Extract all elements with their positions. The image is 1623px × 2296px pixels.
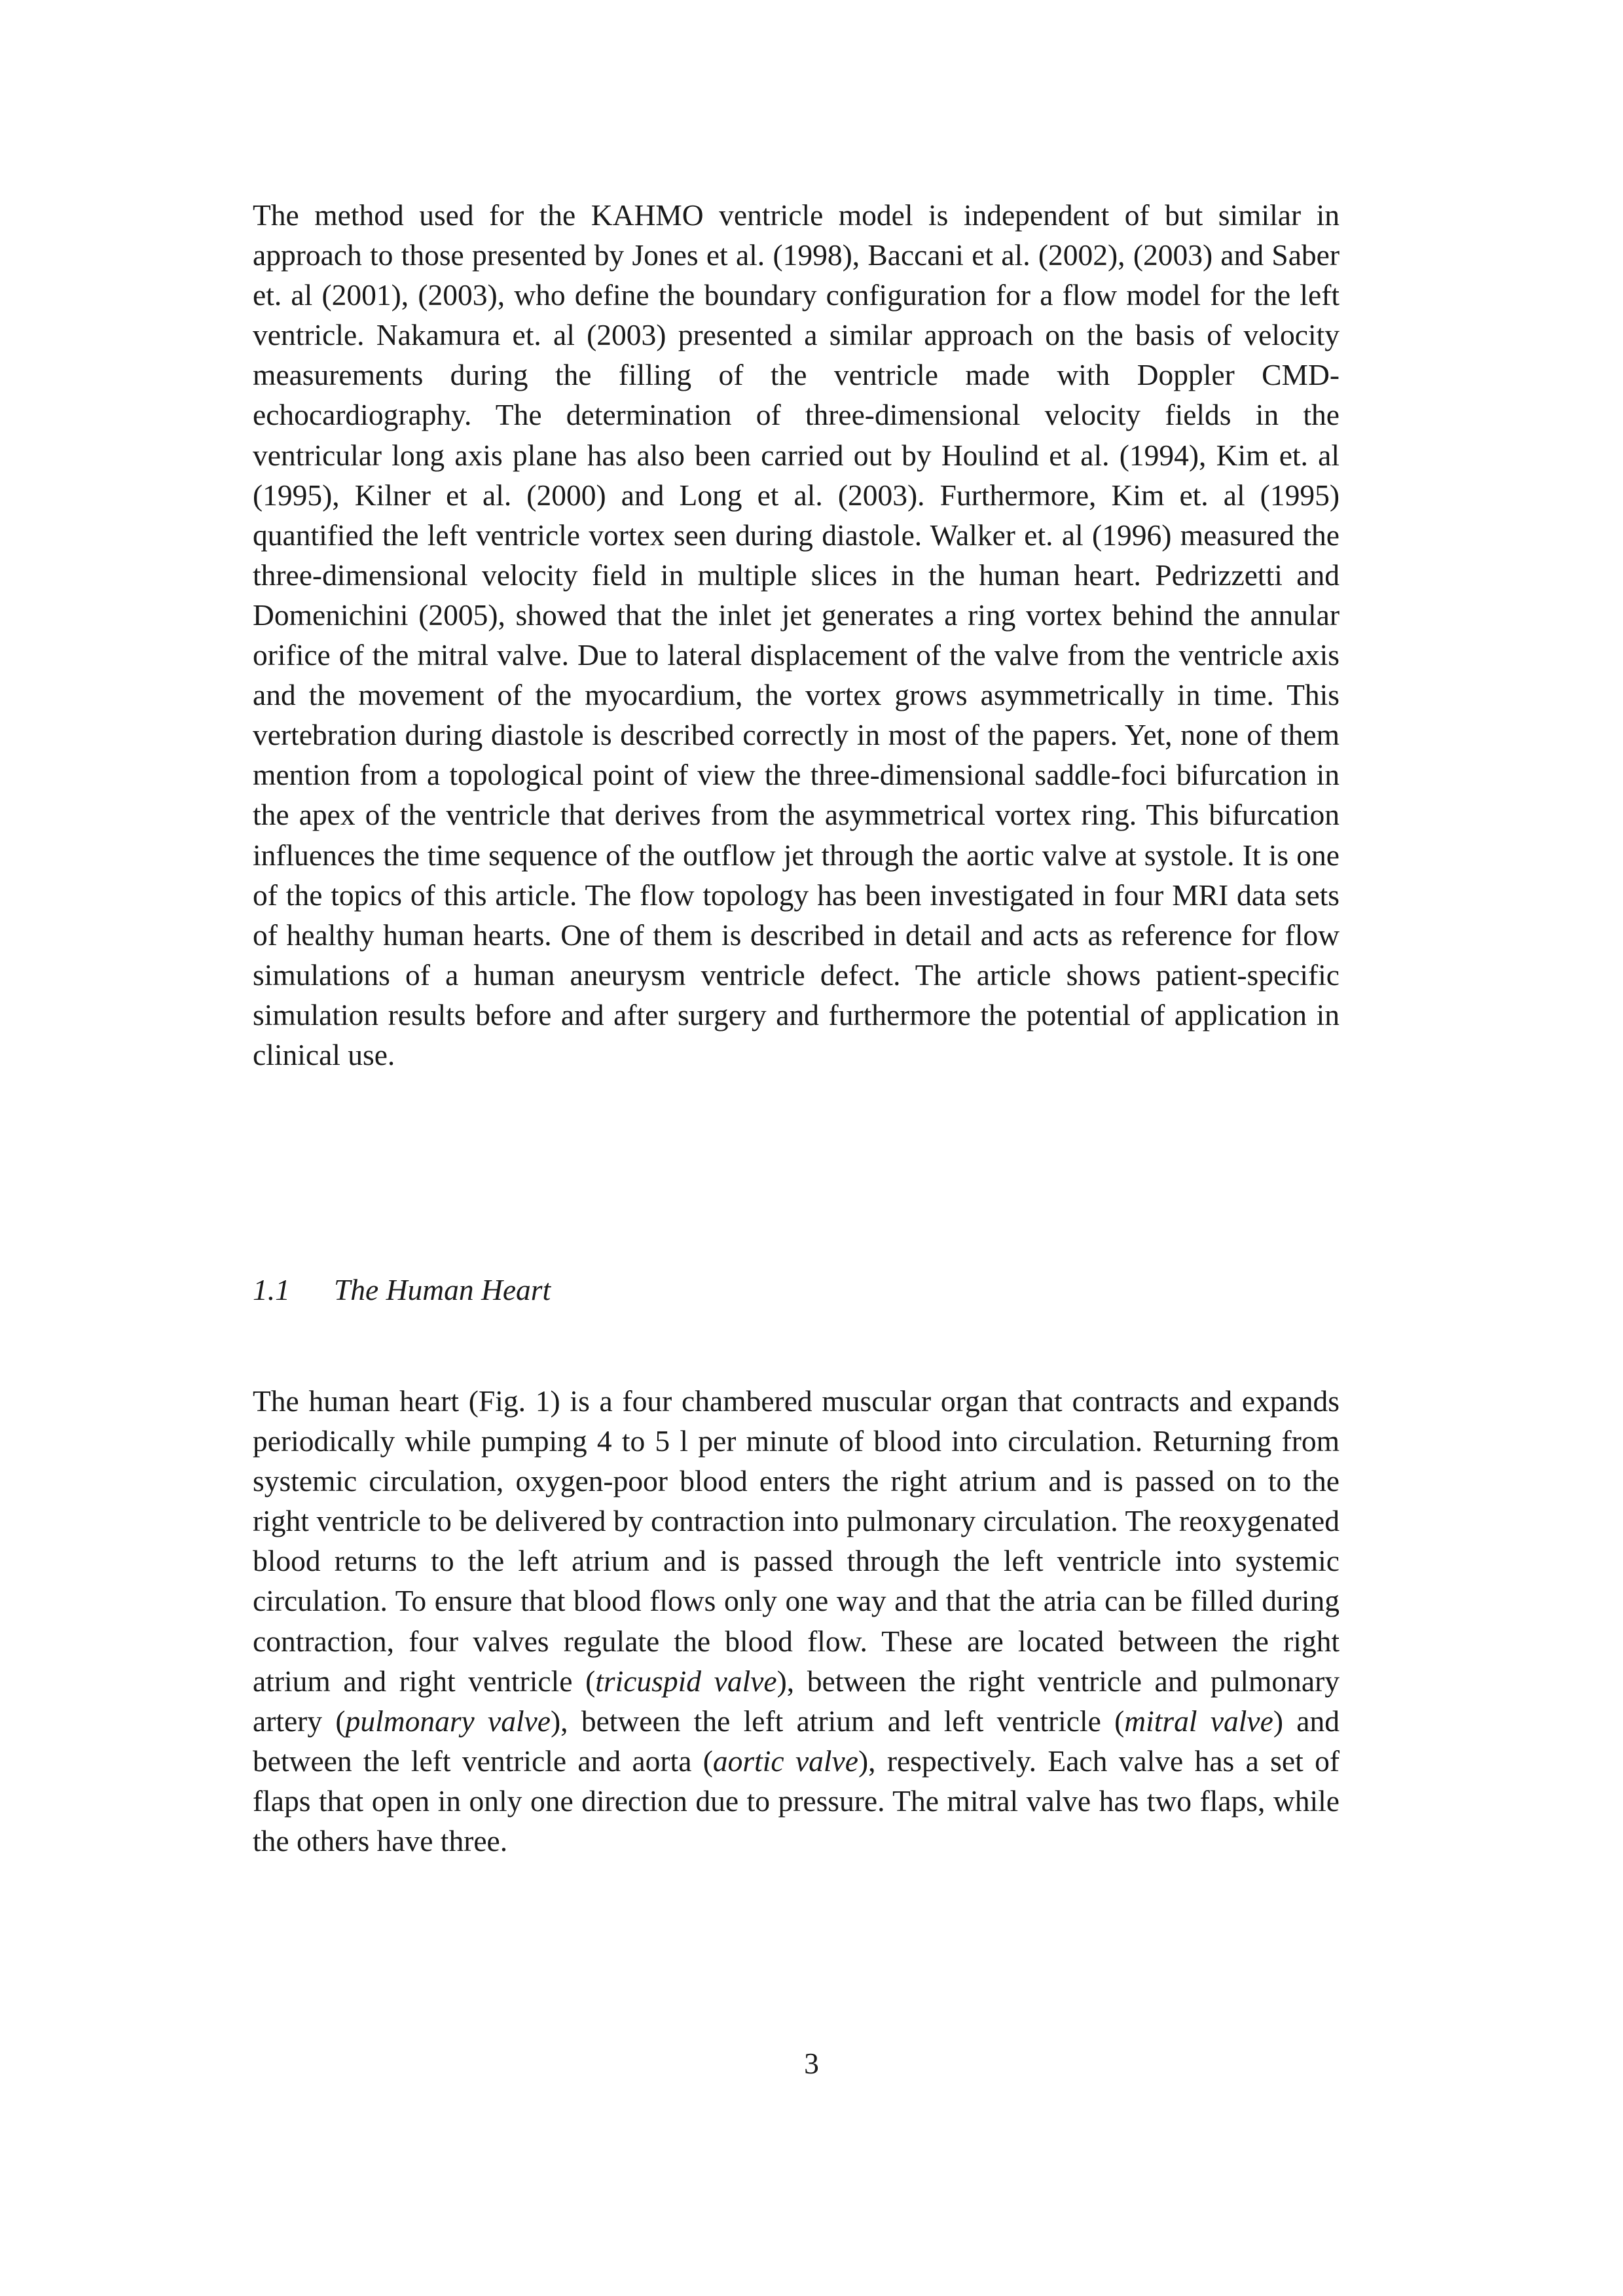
page-number: 3: [804, 2047, 819, 2080]
section-heading: [253, 1270, 551, 1310]
heart-text-2: ), between the right ventricle and pulmonary artery (: [253, 1664, 1340, 1738]
human-heart-paragraph: [253, 1381, 1340, 1861]
term-pulmonary-valve: pulmonary valve: [345, 1704, 551, 1738]
section-title: The Human Heart: [334, 1273, 551, 1306]
term-mitral-valve: mitral valve: [1124, 1704, 1273, 1738]
heart-text-4: ) and between the left ventricle and aorta (: [253, 1704, 1340, 1778]
heart-text-5: ), respectively. Each valve has a set of flaps that open in only one direction due to pressure. The mitral valve has two flaps, while the others have three.: [253, 1744, 1340, 1858]
section-number: 1.1: [253, 1273, 290, 1306]
term-tricuspid-valve: tricuspid valve: [595, 1664, 777, 1698]
intro-paragraph: The method used for the KAHMO ventricle model is independent of but similar in approach to those presented by Jones et al. (1998), Baccani et al. (2002), (2003) and Saber et. al (2001), (2003), who define the boundary configuration for a flow model for the left ventricle. Nakamura et. al (2003) presented a similar approach on the basis of velocity measurements during the filling of the ventricle made with Doppler CMD- echocardiography. The determination of three-dimensional velocity fields in the ventricular long axis plane has also been carried out by Houlind et al. (1994), Kim et. al (1995), Kilner et al. (2000) and Long et al. (2003). Furthermore, Kim et. al (1995) quantified the left ventricle vortex seen during diastole. Walker et. al (1996) measured the three-dimensional velocity field in multiple slices in the human heart. Pedrizzetti and Domenichini (2005), showed that the inlet jet generates a ring vortex behind the annular orifice of the mitral valve. Due to lateral displacement of the valve from the ventricle axis and the movement of the myocardium, the vortex grows asymmetrically in time. This vertebration during diastole is described correctly in most of the papers. Yet, none of them mention from a topological point of view the three-dimensional saddle-foci bifurcation in the apex of the ventricle that derives from the asymmetrical vortex ring. This bifurcation influences the time sequence of the outflow jet through the aortic valve at systole. It is one of the topics of this article. The flow topology has been investigated in four MRI data sets of healthy human hearts. One of them is described in detail and acts as reference for flow simulations of a human aneurysm ventricle defect. The article shows patient-specific simulation results before and after surgery and furthermore the potential of application in clinical use.: [253, 198, 1340, 1071]
term-aortic-valve: aortic valve: [712, 1744, 858, 1778]
heart-text-1: The human heart (Fig. 1) is a four chambered muscular organ that contracts and expands periodically while pumping 4 to 5 l per minute of blood into circulation. Returning from systemic circulation, oxygen-poor blood enters the right atrium and is passed on to the right ventricle to be delivered by contraction into pulmonary circulation. The reoxygenated blood returns to the left atrium and is passed through the left ventricle into systemic circulation. To ensure that blood flows only one way and that the atria can be filled during contraction, four valves regulate the blood flow. These are located between the right atrium and right ventricle (: [253, 1384, 1340, 1698]
heart-text-3: ), between the left atrium and left ventricle (: [551, 1704, 1125, 1738]
